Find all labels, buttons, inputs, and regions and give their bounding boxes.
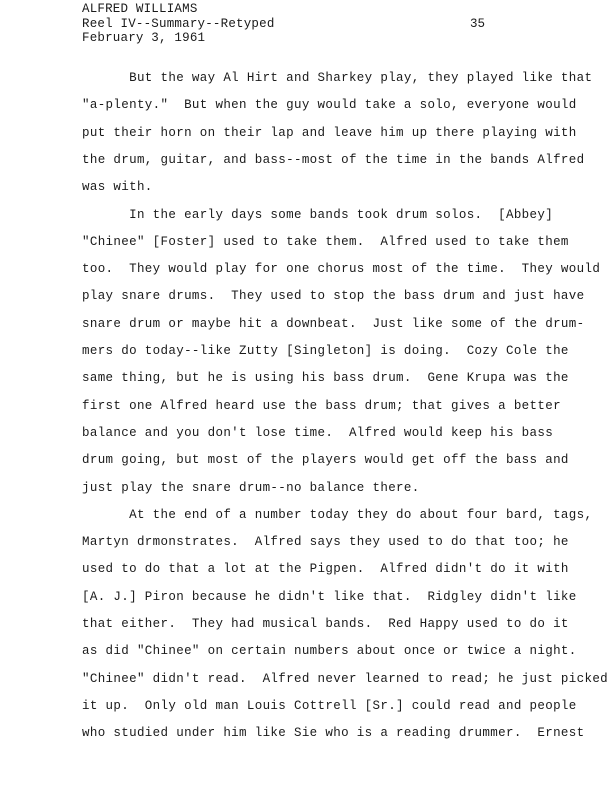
text-line: who studied under him like Sie who is a reading drummer. Ernest xyxy=(82,726,585,741)
text-line: just play the snare drum--no balance there. xyxy=(82,480,420,495)
text-line: was with. xyxy=(82,180,153,195)
text-line: play snare drums. They used to stop the bass drum and just have xyxy=(82,289,585,304)
text-line: drum going, but most of the players would get off the bass and xyxy=(82,453,569,468)
text-line: put their horn on their lap and leave him up there playing with xyxy=(82,125,577,140)
text-line: mers do today--like Zutty [Singleton] is doing. Cozy Cole the xyxy=(82,344,569,358)
text-line: "a-plenty." But when the guy would take a solo, everyone would xyxy=(82,98,577,113)
page-header xyxy=(82,2,275,46)
page-number: 35 xyxy=(470,17,486,31)
text-line: [A. J.] Piron because he didn't like that. Ridgley didn't like xyxy=(82,589,577,604)
text-line: But the way Al Hirt and Sharkey play, they played like that xyxy=(82,71,593,85)
text-line: In the early days some bands took drum solos. [Abbey] xyxy=(82,207,554,222)
text-line: "Chinee" didn't read. Alfred never learned to read; he just picked xyxy=(82,671,609,686)
text-line: first one Alfred heard use the bass drum; that gives a better xyxy=(82,398,561,413)
text-line: as did "Chinee" on certain numbers about once or twice a night. xyxy=(82,644,577,659)
text-line: too. They would play for one chorus most of the time. They would xyxy=(82,262,601,277)
text-line: used to do that a lot at the Pigpen. Alfred didn't do it with xyxy=(82,562,569,577)
text-line: "Chinee" [Foster] used to take them. Alfred used to take them xyxy=(82,234,569,249)
text-line: same thing, but he is using his bass drum. Gene Krupa was the xyxy=(82,371,569,386)
text-line: balance and you don't lose time. Alfred would keep his bass xyxy=(82,425,554,440)
text-line: that either. They had musical bands. Red Happy used to do it xyxy=(82,617,569,631)
text-line: At the end of a number today they do about four bard, tags, xyxy=(82,507,593,522)
header-name: ALFRED WILLIAMS xyxy=(82,2,198,16)
text-line: it up. Only old man Louis Cottrell [Sr.] could read and people xyxy=(82,698,577,713)
text-line: Martyn drmonstrates. Alfred says they used to do that too; he xyxy=(82,535,569,550)
header-reel: Reel IV--Summary--Retyped xyxy=(82,16,275,31)
text-line: the drum, guitar, and bass--most of the time in the bands Alfred xyxy=(82,152,585,167)
header-date: February 3, 1961 xyxy=(82,31,206,45)
text-line: snare drum or maybe hit a downbeat. Just like some of the drum- xyxy=(82,316,585,331)
